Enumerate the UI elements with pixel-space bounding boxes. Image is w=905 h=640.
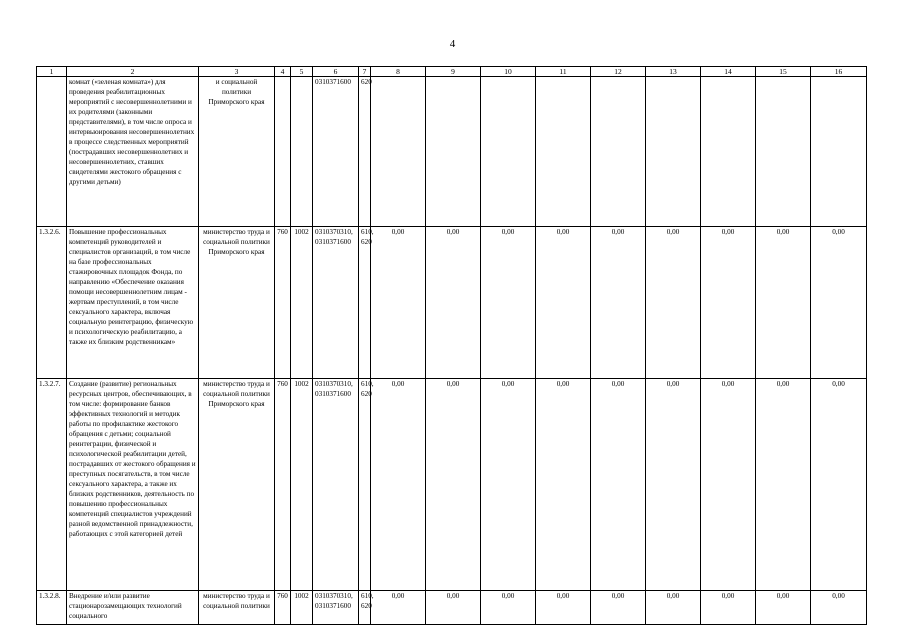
value-cell — [756, 77, 811, 227]
section-code: 1002 — [291, 379, 313, 591]
value-cell — [591, 77, 646, 227]
target-code: 0310371600 — [313, 77, 359, 227]
target-code: 0310370310, 0310371600 — [313, 591, 359, 625]
value-cell: 0,00 — [756, 227, 811, 379]
table-row — [37, 379, 867, 591]
row-number: 1.3.2.7. — [37, 379, 67, 591]
value-cell: 0,00 — [756, 379, 811, 591]
measure-name: Повышение профессиональных компетенций руководителей и специалистов организаций, в том числе на базе профессиональных стажировочных площадок Фонда, по направлению «Обеспечение оказания помощи несовершеннолетним лицам - жертвам преступлений, в том числе сексуального характера, включая социальную реинтеграцию, физическую и психологическую реабилитацию, а также их близким родственникам» — [67, 227, 199, 379]
value-cell: 0,00 — [371, 379, 426, 591]
value-cell: 0,00 — [481, 379, 536, 591]
header-cell: 11 — [536, 67, 591, 77]
value-cell: 0,00 — [646, 379, 701, 591]
table-row — [37, 591, 867, 625]
budget-table — [36, 66, 867, 625]
header-cell: 1 — [37, 67, 67, 77]
value-cell: 0,00 — [591, 227, 646, 379]
measure-name: Создание (развитие) региональных ресурсных центров, обеспечивающих, в том числе: формирование банков эффективных технологий и методик работы по профилактике жестокого обращения с детьми; социальной реинтеграции, физической и психологической реабилитации детей, пострадавших от жестокого обращения и преступных посягательств, в том числе сексуального характера, а также их близких родственников, деятельность по повышению профессиональных компетенций специалистов учреждений разной ведомственной принадлежности, работающих с этой категорией детей — [67, 379, 199, 591]
value-cell: 0,00 — [591, 591, 646, 625]
executor: министерство труда и социальной политики — [199, 591, 275, 625]
row-number: 1.3.2.6. — [37, 227, 67, 379]
header-cell: 3 — [199, 67, 275, 77]
value-cell: 0,00 — [646, 591, 701, 625]
header-cell: 16 — [811, 67, 867, 77]
measure-name: комнат («зеленая комната») для проведения реабилитационных мероприятий с несовершеннолетними и их родителями (законными представителями), в том числе опроса и интервьюирования несовершеннолетних в процессе следственных мероприятий (пострадавших несовершеннолетних и несовершеннолетних, ставших свидетелями жестокого обращения с другими детьми) — [67, 77, 199, 227]
target-code: 0310370310, 0310371600 — [313, 227, 359, 379]
header-cell: 5 — [291, 67, 313, 77]
value-cell: 0,00 — [426, 379, 481, 591]
value-cell — [481, 77, 536, 227]
value-cell — [646, 77, 701, 227]
measure-name: Внедрение и/или развитие стационарозамещающих технологий социального — [67, 591, 199, 625]
value-cell: 0,00 — [371, 591, 426, 625]
header-row — [37, 67, 867, 77]
value-cell: 0,00 — [536, 379, 591, 591]
expense-type: 620 — [359, 77, 371, 227]
table-row — [37, 227, 867, 379]
header-cell: 15 — [756, 67, 811, 77]
value-cell: 0,00 — [426, 227, 481, 379]
header-cell: 4 — [275, 67, 291, 77]
header-cell: 14 — [701, 67, 756, 77]
executor: и социальной политики Приморского края — [199, 77, 275, 227]
value-cell — [536, 77, 591, 227]
page-number: 4 — [449, 38, 456, 50]
value-cell: 0,00 — [811, 379, 867, 591]
header-cell: 2 — [67, 67, 199, 77]
value-cell: 0,00 — [701, 379, 756, 591]
value-cell: 0,00 — [756, 591, 811, 625]
value-cell: 0,00 — [481, 227, 536, 379]
expense-type: 610, 620 — [359, 591, 371, 625]
value-cell — [811, 77, 867, 227]
value-cell — [426, 77, 481, 227]
gr-code — [275, 77, 291, 227]
header-cell: 7 — [359, 67, 371, 77]
gr-code: 760 — [275, 379, 291, 591]
value-cell: 0,00 — [811, 227, 867, 379]
value-cell: 0,00 — [536, 591, 591, 625]
table-row — [37, 77, 867, 227]
header-cell: 13 — [646, 67, 701, 77]
section-code: 1002 — [291, 591, 313, 625]
value-cell: 0,00 — [701, 227, 756, 379]
header-cell: 10 — [481, 67, 536, 77]
value-cell: 0,00 — [371, 227, 426, 379]
header-cell: 6 — [313, 67, 359, 77]
section-code: 1002 — [291, 227, 313, 379]
gr-code: 760 — [275, 227, 291, 379]
gr-code: 760 — [275, 591, 291, 625]
section-code — [291, 77, 313, 227]
expense-type: 610, 620 — [359, 379, 371, 591]
header-cell: 9 — [426, 67, 481, 77]
value-cell: 0,00 — [701, 591, 756, 625]
executor: министерство труда и социальной политики Приморского края — [199, 227, 275, 379]
header-cell: 8 — [371, 67, 426, 77]
value-cell: 0,00 — [591, 379, 646, 591]
value-cell — [701, 77, 756, 227]
value-cell: 0,00 — [646, 227, 701, 379]
row-number — [37, 77, 67, 227]
value-cell: 0,00 — [536, 227, 591, 379]
executor: министерство труда и социальной политики Приморского края — [199, 379, 275, 591]
value-cell — [371, 77, 426, 227]
row-number: 1.3.2.8. — [37, 591, 67, 625]
value-cell: 0,00 — [811, 591, 867, 625]
expense-type: 610, 620 — [359, 227, 371, 379]
value-cell: 0,00 — [426, 591, 481, 625]
target-code: 0310370310, 0310371600 — [313, 379, 359, 591]
header-cell: 12 — [591, 67, 646, 77]
value-cell: 0,00 — [481, 591, 536, 625]
